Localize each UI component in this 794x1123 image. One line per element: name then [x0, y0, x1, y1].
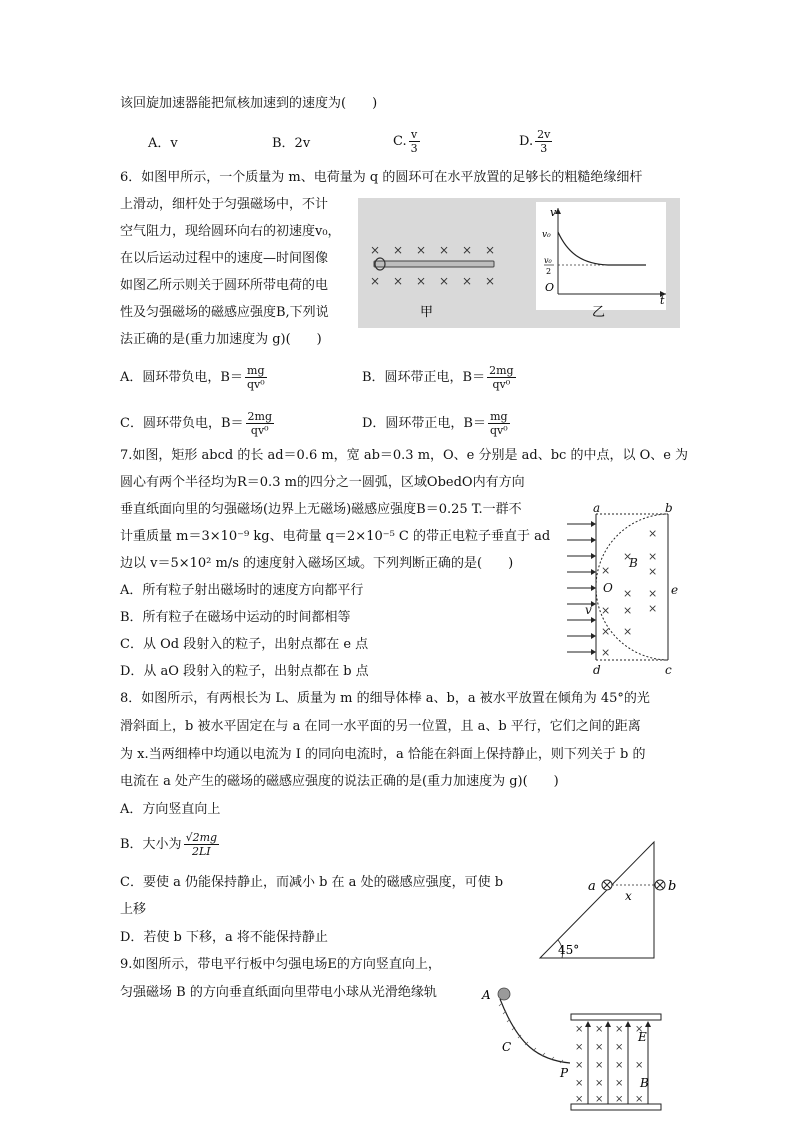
track-hatching	[499, 1003, 563, 1063]
field-mark: ×	[615, 1078, 624, 1089]
field-mark: ×	[615, 1094, 624, 1105]
q5-option-b: B．2v	[272, 136, 311, 151]
field-mark: ×	[416, 274, 427, 288]
q6-option-d-den: qv⁰	[489, 424, 508, 437]
q6-option-b-fraction	[487, 364, 515, 391]
field-mark: ×	[615, 1024, 624, 1035]
q6-option-d-num: mg	[488, 410, 510, 424]
field-mark: ×	[595, 1024, 604, 1035]
q8-option-b-num: √2mg	[185, 831, 218, 844]
q6-line-4: 在以后运动过程中的速度—时间图像	[120, 251, 329, 266]
q7-option-c: C．从 Od 段射入的粒子，出射点都在 e 点	[120, 637, 369, 652]
q6-option-b	[362, 364, 518, 391]
q6-line-7: 法正确的是(重力加速度为 g)( )	[120, 332, 322, 347]
insulating-rod	[374, 261, 494, 267]
q6-option-c	[120, 410, 276, 437]
field-mark: ×	[370, 243, 381, 257]
q6-line-5: 如图乙所示则关于圆环所带电荷的电	[120, 278, 329, 293]
label-O: O	[603, 581, 613, 595]
q9-figure-svg	[478, 985, 668, 1113]
q8-option-c-line-1: C．要使 a 仍能保持静止，而减小 b 在 a 处的磁感应强度，可使 b	[120, 875, 504, 890]
q8-figure	[532, 838, 682, 964]
field-mark: ×	[601, 646, 611, 659]
label-d: d	[593, 663, 601, 676]
field-mark: ×	[439, 243, 450, 257]
field-mark: ×	[416, 243, 427, 257]
label-B: B	[640, 1076, 649, 1090]
q8-option-b-fraction	[184, 831, 219, 858]
q7-option-a: A．所有粒子射出磁场时的速度方向都平行	[120, 583, 364, 598]
q8-option-c-line-2: 上移	[120, 902, 147, 917]
label-e: e	[671, 583, 679, 597]
q5-option-c-num: v	[409, 128, 420, 142]
field-mark: ×	[575, 1042, 584, 1053]
field-mark: ×	[575, 1094, 584, 1105]
label-x: x	[625, 889, 632, 903]
field-mark: ×	[623, 625, 633, 638]
upper-plate	[571, 1014, 661, 1020]
field-mark: ×	[601, 564, 611, 577]
q9-line-2: 匀强磁场 B 的方向垂直纸面向里带电小球从光滑绝缘轨	[120, 985, 437, 1000]
field-mark: ×	[462, 274, 473, 288]
t-axis-label: t	[660, 294, 665, 307]
field-mark: ×	[615, 1042, 624, 1053]
q8-option-b-den: 2LI	[191, 845, 211, 858]
field-mark: ×	[393, 274, 404, 288]
q6-option-a-text: A．圆环带负电，B＝	[120, 370, 243, 385]
q6-option-d	[362, 410, 512, 437]
label-c: c	[665, 663, 672, 676]
q6-option-c-num: 2mg	[247, 410, 272, 423]
q7-line-4: 计重质量 m＝3×10⁻⁹ kg、电荷量 q＝2×10⁻⁵ C 的带正电粒子垂直于 ad	[120, 529, 551, 544]
field-mark: ×	[485, 243, 496, 257]
q5-stem: 该回旋加速器能把氚核加速到的速度为( )	[120, 96, 378, 111]
q5-option-d	[519, 128, 554, 155]
field-mark: ×	[393, 243, 404, 257]
q5-option-d-num: 2v	[537, 128, 551, 141]
q5-option-a: A．v	[148, 136, 178, 151]
q6-option-a-num: mg	[245, 364, 267, 378]
q9-figure	[478, 985, 668, 1113]
field-mark: ×	[601, 604, 611, 617]
field-mark: ×	[635, 1094, 644, 1105]
field-mark: ×	[595, 1094, 604, 1105]
q8-line-1: 8．如图所示，有两根长为 L、质量为 m 的细导体棒 a、b，a 被水平放置在倾角为 45°的光	[120, 691, 650, 706]
field-mark: ×	[575, 1078, 584, 1089]
q9-line-1: 9.如图所示，带电平行板中匀强电场E的方向竖直向上，	[120, 957, 441, 972]
velocity-arrows	[567, 524, 593, 652]
field-mark: ×	[635, 1060, 644, 1071]
velocity-arrowheads	[591, 521, 596, 655]
q6-label-yi: 乙	[592, 305, 606, 320]
field-mark: ×	[575, 1060, 584, 1071]
field-mark: ×	[601, 625, 611, 638]
field-mark: ×	[623, 587, 633, 600]
q8-option-a: A．方向竖直向上	[120, 802, 221, 817]
q7-option-d: D．从 aO 段射入的粒子，出射点都在 b 点	[120, 664, 369, 679]
field-mark: ×	[595, 1042, 604, 1053]
field-mark: ×	[623, 604, 633, 617]
q6-line-1: 6．如图甲所示，一个质量为 m、电荷量为 q 的圆环可在水平放置的足够长的粗糙绝缘细杆	[120, 170, 643, 185]
angle-label: 45°	[558, 943, 580, 957]
q6-option-d-text: D．圆环带正电，B＝	[362, 416, 486, 431]
q8-figure-svg	[532, 838, 682, 964]
q5-option-c-prefix: C.	[393, 134, 407, 149]
label-B: B	[629, 556, 638, 570]
field-mark: ×	[648, 602, 658, 615]
q5-option-c-den: 3	[410, 142, 418, 155]
q6-line-6: 性及匀强磁场的磁感应强度B,下列说	[120, 305, 329, 320]
q6-option-a	[120, 364, 269, 391]
q6-option-a-den: qv⁰	[246, 378, 265, 391]
q5-option-c	[393, 128, 422, 155]
half-v0-den: 2	[546, 267, 552, 276]
field-mark: ×	[635, 1024, 644, 1035]
q6-option-d-fraction	[488, 410, 510, 437]
q6-line-3: 空气阻力，现给圆环向右的初速度v₀，	[120, 224, 341, 239]
q6-line-2: 上滑动，细杆处于匀强磁场中，不计	[120, 197, 329, 212]
v0-label: v₀	[542, 230, 551, 240]
field-mark: ×	[648, 565, 658, 578]
label-b: b	[665, 502, 673, 515]
q6-option-b-den: qv⁰	[492, 378, 511, 391]
q6-option-c-text: C．圆环带负电，B＝	[120, 416, 244, 431]
field-mark: ×	[615, 1060, 624, 1071]
q5-option-c-fraction	[409, 128, 420, 155]
field-mark: ×	[623, 550, 633, 563]
q7-figure	[563, 502, 681, 676]
charged-ball	[498, 988, 510, 1000]
q6-option-c-fraction	[246, 410, 274, 437]
field-mark: ×	[439, 274, 450, 288]
q6-label-jia: 甲	[420, 305, 434, 320]
label-v: v	[585, 603, 592, 617]
q8-option-b	[120, 831, 221, 858]
field-mark: ×	[575, 1024, 584, 1035]
q8-option-b-prefix: B．大小为	[120, 837, 182, 852]
v-axis-label: v	[550, 206, 557, 219]
field-mark: ×	[485, 274, 496, 288]
q8-option-d: D．若使 b 下移，a 将不能保持静止	[120, 930, 328, 945]
q6-figure-svg	[358, 198, 680, 328]
q7-line-1: 7.如图，矩形 abcd 的长 ad＝0.6 m，宽 ab＝0.3 m，O、e 分别是 ad、bc 的中点，以 O、e 为	[120, 448, 689, 463]
label-C: C	[502, 1040, 512, 1054]
incline-triangle	[540, 842, 654, 958]
q6-option-b-num: 2mg	[489, 364, 514, 377]
field-mark: ×	[648, 587, 658, 600]
q6-option-c-den: qv⁰	[250, 424, 269, 437]
field-mark: ×	[462, 243, 473, 257]
label-A: A	[482, 988, 491, 1002]
label-a: a	[593, 502, 601, 515]
q7-line-5: 边以 v＝5×10² m/s 的速度射入磁场区域。下列判断正确的是( )	[120, 556, 514, 571]
field-mark: ×	[648, 527, 658, 540]
label-b: b	[668, 879, 677, 894]
field-mark: ×	[595, 1060, 604, 1071]
q6-option-a-fraction	[245, 364, 267, 391]
field-mark: ×	[648, 550, 658, 563]
half-v0-num: v₀	[544, 256, 552, 265]
origin-label: O	[545, 281, 555, 294]
q6-option-b-text: B．圆环带正电，B＝	[362, 370, 486, 385]
q5-option-d-prefix: D.	[519, 134, 534, 149]
label-E: E	[638, 1030, 647, 1044]
q7-figure-svg	[563, 502, 681, 676]
q7-line-2: 圆心有两个半径均为R＝0.3 m的四分之一圆弧，区域ObedO内有方向	[120, 475, 525, 490]
q5-option-d-den: 3	[540, 142, 548, 155]
q7-line-3: 垂直纸面向里的匀强磁场(边界上无磁场)磁感应强度B＝0.25 T.一群不	[120, 502, 522, 517]
q8-line-4: 电流在 a 处产生的磁场的磁感应强度的说法正确的是(重力加速度为 g)( )	[120, 774, 559, 789]
q6-figure	[358, 198, 680, 328]
field-mark: ×	[370, 274, 381, 288]
q5-option-d-fraction	[535, 128, 552, 155]
q8-line-3: 为 x.当两细棒中均通以电流为 I 的同向电流时，a 恰能在斜面上保持静止，则下列关于 b 的	[120, 747, 646, 762]
label-P: P	[560, 1066, 569, 1080]
q7-option-b: B．所有粒子在磁场中运动的时间都相等	[120, 610, 351, 625]
field-mark: ×	[595, 1078, 604, 1089]
label-a: a	[588, 879, 596, 894]
q9-field-marks	[575, 1024, 643, 1105]
q8-line-2: 滑斜面上，b 被水平固定在与 a 在同一水平面的另一位置，且 a、b 平行，它们之间的距离	[120, 719, 641, 734]
